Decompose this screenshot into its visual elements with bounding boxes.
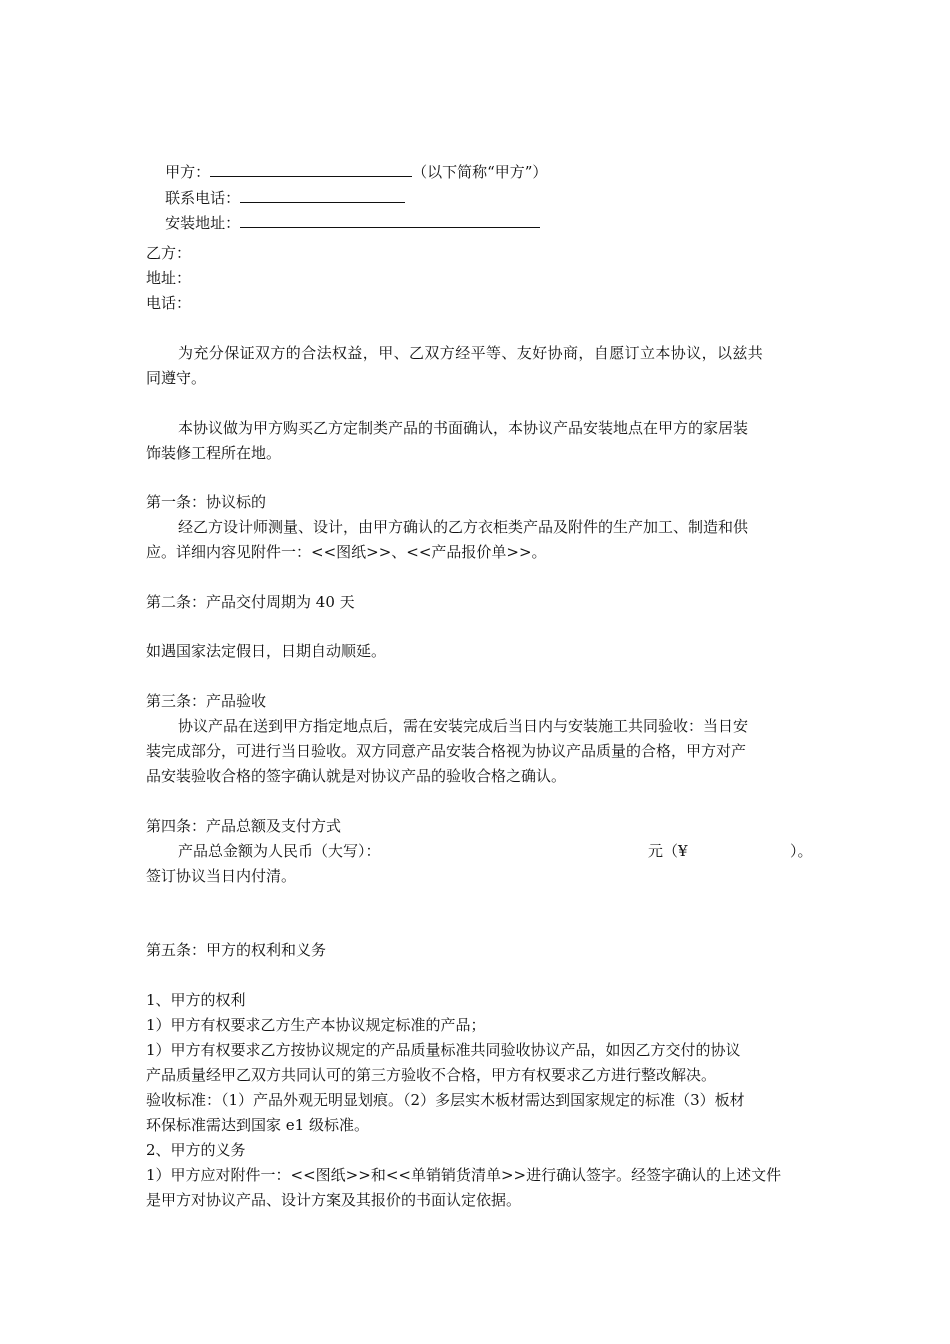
article5-title: 第五条：甲方的权利和义务 — [146, 941, 327, 959]
article1-line2: 应。详细内容见附件一：<<图纸>>、<<产品报价单>>。 — [146, 543, 547, 561]
article5-right1: 1）甲方有权要求乙方生产本协议规定标准的产品； — [146, 1016, 486, 1034]
article3-line2: 装完成部分，可进行当日验收。双方同意产品安装合格视为协议产品质量的合格，甲方对产 — [146, 742, 747, 760]
intro-p1-line2: 同遵守。 — [146, 369, 207, 387]
article2-title: 第二条：产品交付周期为 40 天 — [146, 593, 355, 611]
article5-rights-title: 1、甲方的权利 — [146, 991, 246, 1009]
article4-close-paren: ）。 — [790, 842, 813, 860]
article5-right2-line1: 1）甲方有权要求乙方按协议规定的产品质量标准共同验收协议产品，如因乙方交付的协议 — [146, 1041, 741, 1059]
article3-title: 第三条：产品验收 — [146, 692, 267, 710]
intro-p2-line2: 饰装修工程所在地。 — [146, 444, 282, 462]
article1-line1: 经乙方设计师测量、设计，由甲方确认的乙方衣柜类产品及附件的生产加工、制造和供 — [178, 518, 749, 536]
article4-amount-label: 产品总金额为人民币（大写）： — [178, 842, 381, 860]
article4-payment: 签订协议当日内付清。 — [146, 867, 297, 885]
article1-title: 第一条：协议标的 — [146, 493, 267, 511]
intro-p2-line1: 本协议做为甲方购买乙方定制类产品的书面确认，本协议产品安装地点在甲方的家居装 — [178, 419, 749, 437]
article5-right2-line2: 产品质量经甲乙双方共同认可的第三方验收不合格，甲方有权要求乙方进行整改解决。 — [146, 1066, 717, 1084]
article5-duty1-line1: 1）甲方应对附件一：<<图纸>>和<<单销销货清单>>进行确认签字。经签字确认的上述文件 — [146, 1166, 782, 1184]
article4-title: 第四条：产品总额及支付方式 — [146, 817, 342, 835]
party-b-address-label: 地址： — [146, 269, 192, 287]
intro-p1-line1: 为充分保证双方的合法权益，甲、乙双方经平等、友好协商，自愿订立本协议，以兹共 — [178, 344, 764, 362]
article5-duty1-line2: 是甲方对协议产品、设计方案及其报价的书面认定依据。 — [146, 1191, 522, 1209]
article5-standard-line2: 环保标准需达到国家 e1 级标准。 — [146, 1116, 369, 1134]
party-a-phone-label: 联系电话： — [165, 189, 241, 207]
party-a-address-blank — [240, 213, 540, 228]
article2-note: 如遇国家法定假日，日期自动顺延。 — [146, 642, 387, 660]
party-a-label: 甲方： — [165, 163, 211, 181]
article5-standard-line1: 验收标准：（1）产品外观无明显划痕。（2）多层实木板材需达到国家规定的标准（3）板材 — [146, 1091, 745, 1109]
party-a-suffix: （以下简称“甲方”） — [412, 163, 548, 181]
article3-line3: 品安装验收合格的签字确认就是对协议产品的验收合格之确认。 — [146, 767, 567, 785]
party-b-label: 乙方： — [146, 244, 192, 262]
party-b-phone-label: 电话： — [146, 294, 192, 312]
article4-yuan-label: 元（¥ — [648, 842, 688, 860]
article3-line1: 协议产品在送到甲方指定地点后，需在安装完成后当日内与安装施工共同验收：当日安 — [178, 717, 749, 735]
party-a-address-line — [146, 193, 540, 253]
article5-duties-title: 2、甲方的义务 — [146, 1141, 246, 1159]
party-a-address-label: 安装地址： — [165, 214, 241, 232]
